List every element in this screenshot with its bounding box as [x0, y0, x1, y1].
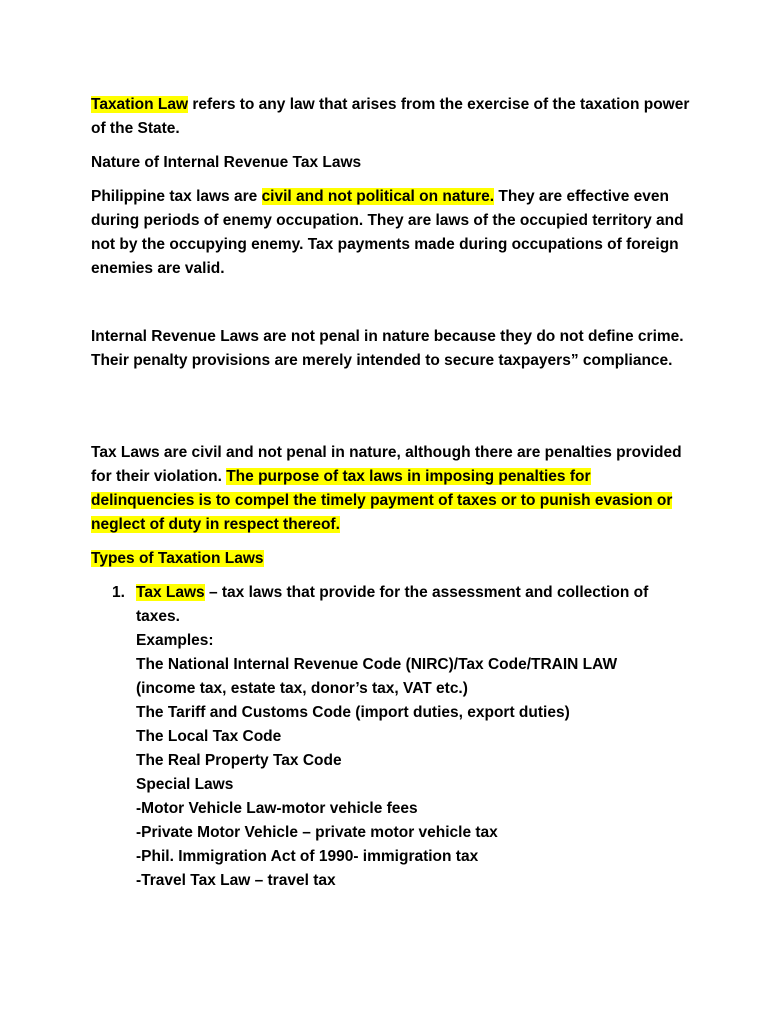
highlight-purpose-of-penalties: The purpose of tax laws in imposing penalties for delinquencies is to compel the timely payment of taxes or to punish evasion or neglect of duty in respect thereof.: [91, 468, 673, 533]
types-list: [112, 581, 672, 893]
example-line: (income tax, estate tax, donor’s tax, VAT etc.): [136, 680, 468, 697]
list-number: 1.: [112, 584, 125, 601]
example-line: -Motor Vehicle Law-motor vehicle fees: [136, 800, 418, 817]
example-line: The National Internal Revenue Code (NIRC)/Tax Code/TRAIN LAW: [136, 656, 618, 673]
highlight-tax-laws: Tax Laws: [136, 584, 205, 601]
paragraph-taxation-law-definition: [91, 93, 691, 141]
paragraph-civil-not-penal: [91, 441, 691, 537]
example-line: -Phil. Immigration Act of 1990- immigration tax: [136, 848, 479, 865]
example-line: The Tariff and Customs Code (import duties, export duties): [136, 704, 570, 721]
definition-text: refers to any law that arises from the exercise of the taxation power of the State.: [91, 96, 690, 137]
tax-laws-description: – tax laws that provide for the assessment and collection of taxes.: [136, 584, 649, 625]
paragraph-not-penal: Internal Revenue Laws are not penal in nature because they do not define crime. Their penalty provisions are merely intended to secure taxpayers” compliance.: [91, 328, 684, 369]
heading-nature: Nature of Internal Revenue Tax Laws: [91, 154, 362, 171]
heading-types: [91, 547, 691, 571]
list-item-body: [136, 581, 672, 893]
example-line: Special Laws: [136, 776, 234, 793]
list-item-tax-laws: [112, 581, 672, 893]
highlight-taxation-law: Taxation Law: [91, 96, 189, 113]
civil-text-before: Tax Laws are civil and not penal in nature, although there are penalties provided for their violation.: [91, 444, 682, 485]
nature-text-before: Philippine tax laws are: [91, 188, 262, 205]
examples-label: Examples:: [136, 632, 214, 649]
example-line: -Travel Tax Law – travel tax: [136, 872, 336, 889]
nature-text-after: They are effective even during periods of enemy occupation. They are laws of the occupied territory and not by the occupying enemy. Tax payments made during occupations of foreign enemies are valid.: [91, 188, 684, 277]
paragraph-nature: [91, 185, 691, 281]
highlight-types-heading: Types of Taxation Laws: [91, 550, 264, 567]
example-line: The Real Property Tax Code: [136, 752, 342, 769]
example-line: -Private Motor Vehicle – private motor vehicle tax: [136, 824, 498, 841]
highlight-civil-not-political: civil and not political on nature.: [261, 188, 495, 205]
example-line: The Local Tax Code: [136, 728, 282, 745]
